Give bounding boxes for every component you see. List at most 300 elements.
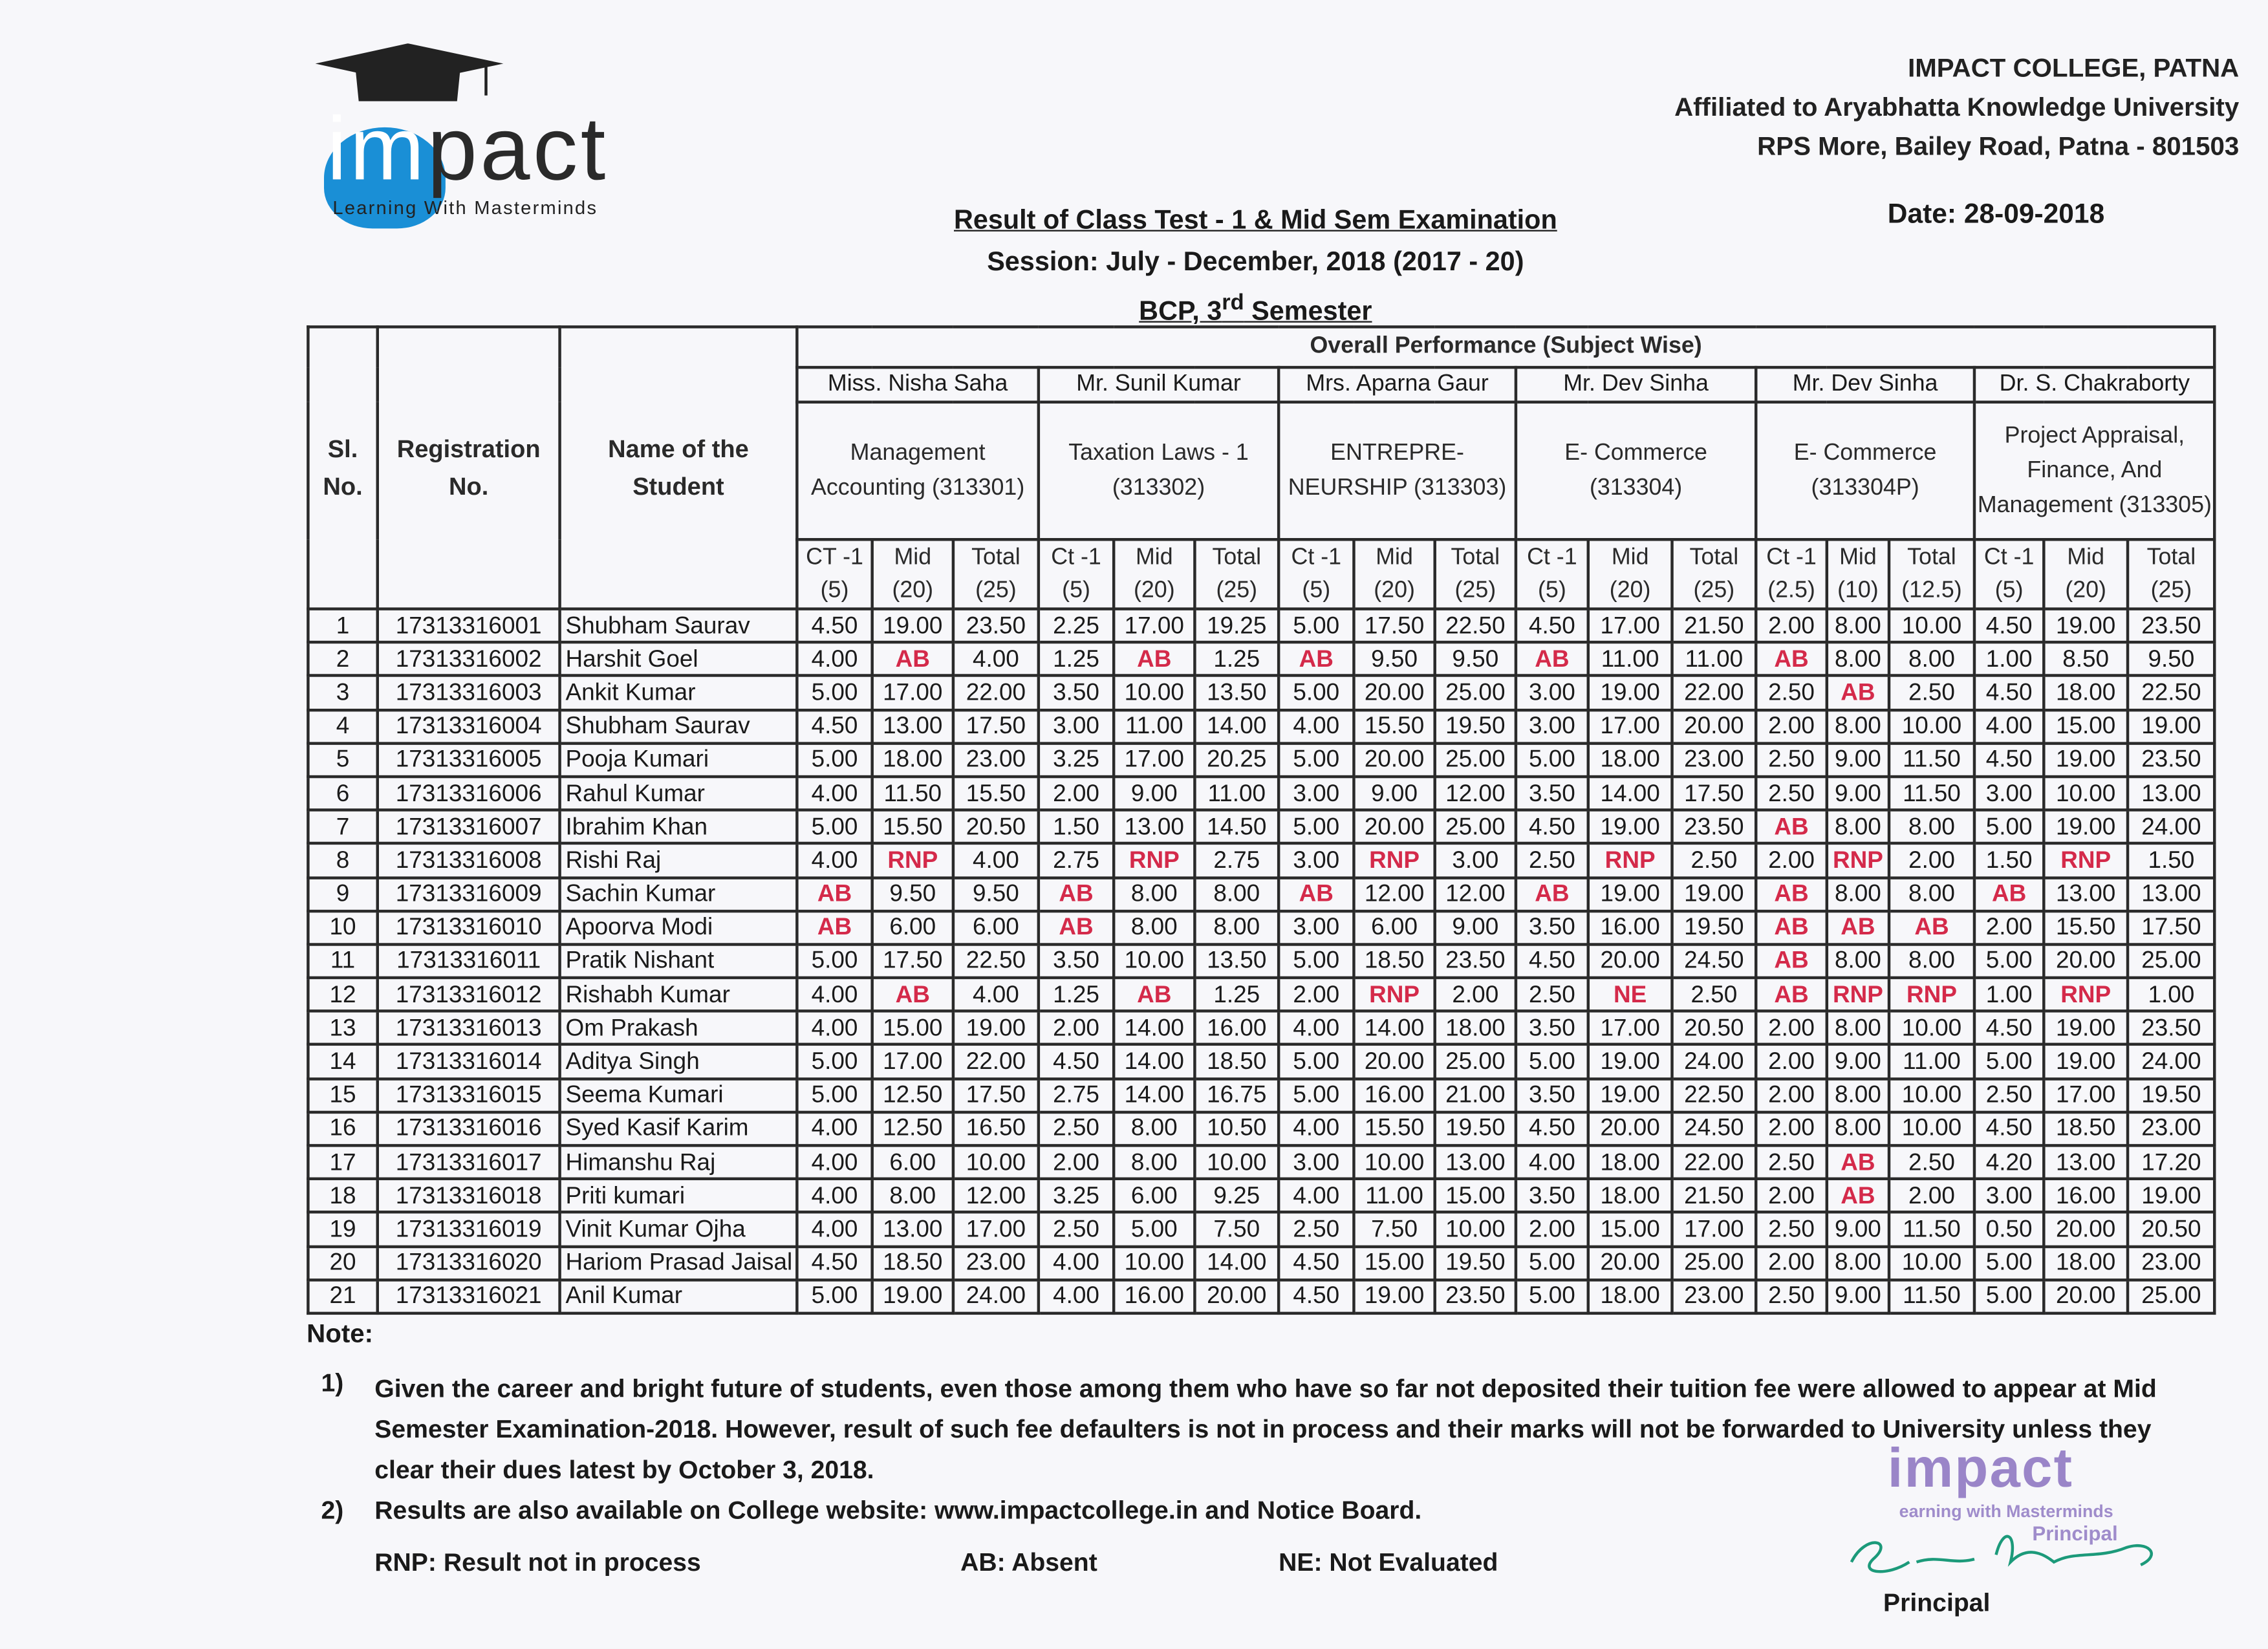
mark-cell: 3.00	[1279, 911, 1354, 944]
sl-number: 11	[308, 944, 377, 978]
registration-number: 17313316017	[378, 1145, 560, 1179]
mark-cell: 23.50	[2128, 609, 2215, 643]
mark-cell: 4.50	[1516, 609, 1588, 643]
mark-cell: AB	[1756, 810, 1827, 844]
mark-cell: 19.50	[1435, 1112, 1516, 1146]
marks-column-header: Ct -1 (5)	[1516, 539, 1588, 609]
mark-cell: 10.00	[1889, 1079, 1974, 1112]
mark-cell: 8.00	[1114, 1145, 1194, 1179]
sl-number: 20	[308, 1246, 377, 1280]
mark-cell: 4.20	[1974, 1145, 2044, 1179]
mark-cell: 19.00	[2044, 810, 2128, 844]
sl-number: 13	[308, 1011, 377, 1045]
mark-cell: 6.00	[953, 911, 1039, 944]
mark-cell: 4.00	[797, 1212, 872, 1246]
mark-cell: 5.00	[797, 1280, 872, 1313]
sl-number: 16	[308, 1112, 377, 1146]
results-table	[307, 325, 2216, 1315]
mark-cell: 5.00	[1279, 944, 1354, 978]
college-affiliation: Affiliated to Aryabhatta Knowledge University	[1674, 92, 2240, 122]
registration-number: 17313316012	[378, 978, 560, 1011]
mark-cell: 20.00	[1354, 810, 1434, 844]
mark-cell: 3.00	[1279, 844, 1354, 878]
mark-cell: 23.50	[2128, 1011, 2215, 1045]
mark-cell: 17.00	[1672, 1212, 1756, 1246]
mark-cell: 17.50	[953, 1079, 1039, 1112]
mark-cell: 10.50	[1194, 1112, 1279, 1146]
table-row	[308, 1011, 2214, 1045]
sl-number: 19	[308, 1212, 377, 1246]
mark-cell: 19.00	[1588, 1079, 1672, 1112]
mark-cell: 3.00	[1516, 709, 1588, 743]
table-row	[308, 642, 2214, 676]
mark-cell: 2.50	[1756, 676, 1827, 709]
mark-cell: AB	[1279, 642, 1354, 676]
mark-cell: 21.00	[1435, 1079, 1516, 1112]
table-row	[308, 1212, 2214, 1246]
student-name: Rishi Raj	[560, 844, 797, 878]
table-row	[308, 1045, 2214, 1079]
marks-column-header: Mid (20)	[1114, 539, 1194, 609]
mark-cell: 19.25	[1194, 609, 1279, 643]
mark-cell: 10.00	[1889, 1011, 1974, 1045]
note-1-number: 1)	[321, 1368, 344, 1397]
marks-column-header: Ct -1 (5)	[1039, 539, 1114, 609]
mark-cell: 20.00	[2044, 1212, 2128, 1246]
mark-cell: 4.50	[1279, 1280, 1354, 1313]
mark-cell: 8.00	[1827, 944, 1889, 978]
mark-cell: 1.25	[1039, 978, 1114, 1011]
mark-cell: 18.50	[1194, 1045, 1279, 1079]
college-logo	[307, 43, 654, 224]
mark-cell: 15.00	[872, 1011, 953, 1045]
mark-cell: 22.00	[953, 676, 1039, 709]
mark-cell: 5.00	[1974, 1045, 2044, 1079]
mark-cell: 5.00	[797, 1079, 872, 1112]
mark-cell: 11.00	[1354, 1179, 1434, 1212]
mark-cell: 8.00	[1194, 877, 1279, 911]
mark-cell: 2.50	[1756, 1145, 1827, 1179]
mark-cell: 18.50	[2044, 1112, 2128, 1146]
mark-cell: 3.50	[1516, 1179, 1588, 1212]
legend-ne: NE: Not Evaluated	[1279, 1547, 1498, 1577]
mark-cell: 18.00	[2044, 676, 2128, 709]
mark-cell: 8.00	[1827, 642, 1889, 676]
table-row	[308, 1280, 2214, 1313]
table-row	[308, 1179, 2214, 1212]
mark-cell: 2.00	[1889, 844, 1974, 878]
mark-cell: 10.00	[1194, 1145, 1279, 1179]
student-name: Rishabh Kumar	[560, 978, 797, 1011]
mark-cell: 0.50	[1974, 1212, 2044, 1246]
sl-number: 17	[308, 1145, 377, 1179]
mark-cell: 25.00	[1435, 743, 1516, 777]
mark-cell: 17.00	[1114, 609, 1194, 643]
mark-cell: 22.50	[1435, 609, 1516, 643]
mark-cell: 10.00	[1889, 709, 1974, 743]
mark-cell: AB	[1516, 642, 1588, 676]
mark-cell: 23.50	[1435, 1280, 1516, 1313]
mark-cell: 6.00	[1354, 911, 1434, 944]
student-name: Seema Kumari	[560, 1079, 797, 1112]
mark-cell: 8.00	[1194, 911, 1279, 944]
mark-cell: 8.00	[1827, 709, 1889, 743]
registration-number: 17313316009	[378, 877, 560, 911]
registration-number: 17313316020	[378, 1246, 560, 1280]
mark-cell: 13.00	[2128, 877, 2215, 911]
mark-cell: 17.50	[872, 944, 953, 978]
student-name: Sachin Kumar	[560, 877, 797, 911]
mark-cell: 2.50	[1974, 1079, 2044, 1112]
mark-cell: 1.00	[2128, 978, 2215, 1011]
mark-cell: 6.00	[1114, 1179, 1194, 1212]
mark-cell: 4.00	[797, 1112, 872, 1146]
mark-cell: 11.50	[1889, 1280, 1974, 1313]
student-name: Shubham Saurav	[560, 609, 797, 643]
mark-cell: 4.00	[797, 844, 872, 878]
sl-number: 12	[308, 978, 377, 1011]
mark-cell: 6.00	[872, 911, 953, 944]
mark-cell: AB	[872, 642, 953, 676]
student-name: Syed Kasif Karim	[560, 1112, 797, 1146]
registration-number: 17313316003	[378, 676, 560, 709]
mark-cell: 13.50	[1194, 944, 1279, 978]
registration-header: Registration No.	[378, 327, 560, 609]
table-row	[308, 944, 2214, 978]
mark-cell: 12.50	[872, 1079, 953, 1112]
subject-name: Taxation Laws - 1 (313302)	[1039, 402, 1279, 539]
registration-number: 17313316015	[378, 1079, 560, 1112]
mark-cell: 10.00	[1889, 1246, 1974, 1280]
sl-header: Sl. No.	[308, 327, 377, 609]
table-row	[308, 877, 2214, 911]
mark-cell: 4.00	[1516, 1145, 1588, 1179]
marks-column-header: Total (25)	[1672, 539, 1756, 609]
mark-cell: 4.00	[1279, 1011, 1354, 1045]
mark-cell: 17.00	[953, 1212, 1039, 1246]
mark-cell: AB	[1279, 877, 1354, 911]
marks-column-header: Mid (10)	[1827, 539, 1889, 609]
mark-cell: 15.50	[1354, 709, 1434, 743]
mark-cell: 11.50	[1889, 743, 1974, 777]
mark-cell: 24.00	[953, 1280, 1039, 1313]
mark-cell: 1.50	[1974, 844, 2044, 878]
subject-name: Project Appraisal, Finance, And Management (313305)	[1974, 402, 2215, 539]
mark-cell: 8.00	[1889, 944, 1974, 978]
table-row	[308, 709, 2214, 743]
mark-cell: 4.00	[1039, 1246, 1114, 1280]
mark-cell: AB	[1827, 1145, 1889, 1179]
marks-column-header: Mid (20)	[1588, 539, 1672, 609]
registration-number: 17313316006	[378, 777, 560, 810]
mark-cell: 5.00	[1279, 1079, 1354, 1112]
marks-column-header: Mid (20)	[872, 539, 953, 609]
mark-cell: 5.00	[1114, 1212, 1194, 1246]
mark-cell: 2.00	[1039, 1145, 1114, 1179]
mark-cell: 4.00	[953, 978, 1039, 1011]
sl-number: 1	[308, 609, 377, 643]
sl-number: 9	[308, 877, 377, 911]
mark-cell: 16.00	[1588, 911, 1672, 944]
mark-cell: 8.00	[1889, 642, 1974, 676]
mark-cell: 2.75	[1194, 844, 1279, 878]
mark-cell: 23.00	[2128, 1246, 2215, 1280]
mark-cell: AB	[1827, 1179, 1889, 1212]
mark-cell: 19.00	[2128, 709, 2215, 743]
mark-cell: 3.00	[1974, 1179, 2044, 1212]
mark-cell: 3.00	[1279, 1145, 1354, 1179]
mark-cell: 4.00	[1039, 1280, 1114, 1313]
mark-cell: 5.00	[797, 676, 872, 709]
mark-cell: 18.00	[1588, 1280, 1672, 1313]
mark-cell: 25.00	[1435, 810, 1516, 844]
marks-column-header: Total (25)	[2128, 539, 2215, 609]
registration-number: 17313316010	[378, 911, 560, 944]
mark-cell: 8.00	[1114, 911, 1194, 944]
mark-cell: 3.25	[1039, 1179, 1114, 1212]
mark-cell: 4.00	[797, 1011, 872, 1045]
table-row	[308, 743, 2214, 777]
mark-cell: 2.50	[1756, 1212, 1827, 1246]
mark-cell: 18.00	[1588, 1145, 1672, 1179]
mark-cell: 19.00	[2044, 743, 2128, 777]
mark-cell: 4.50	[1516, 944, 1588, 978]
mark-cell: 9.00	[1827, 777, 1889, 810]
mark-cell: 19.50	[2128, 1079, 2215, 1112]
mark-cell: RNP	[1588, 844, 1672, 878]
mark-cell: 15.00	[1354, 1246, 1434, 1280]
marks-column-header: Mid (20)	[1354, 539, 1434, 609]
mark-cell: 4.50	[1516, 810, 1588, 844]
mark-cell: 20.00	[2044, 1280, 2128, 1313]
mark-cell: 2.50	[1672, 978, 1756, 1011]
mark-cell: 8.00	[872, 1179, 953, 1212]
mark-cell: 17.00	[872, 1045, 953, 1079]
marks-column-header: Ct -1 (2.5)	[1756, 539, 1827, 609]
teacher-name: Mr. Dev Sinha	[1756, 367, 1974, 402]
mark-cell: 3.25	[1039, 743, 1114, 777]
student-name: Anil Kumar	[560, 1280, 797, 1313]
mark-cell: 11.50	[1889, 1212, 1974, 1246]
table-row	[308, 1112, 2214, 1146]
registration-number: 17313316008	[378, 844, 560, 878]
registration-number: 17313316004	[378, 709, 560, 743]
mark-cell: 3.50	[1516, 911, 1588, 944]
mark-cell: 13.00	[2128, 777, 2215, 810]
mark-cell: 20.00	[1672, 709, 1756, 743]
sl-number: 6	[308, 777, 377, 810]
mark-cell: 5.00	[1974, 1246, 2044, 1280]
mark-cell: RNP	[1889, 978, 1974, 1011]
mark-cell: 4.50	[1974, 1011, 2044, 1045]
mark-cell: 19.00	[2128, 1179, 2215, 1212]
table-row	[308, 609, 2214, 643]
table-row	[308, 844, 2214, 878]
mark-cell: 2.25	[1039, 609, 1114, 643]
mark-cell: 21.50	[1672, 609, 1756, 643]
header-row-overall	[308, 327, 2214, 367]
student-name: Ankit Kumar	[560, 676, 797, 709]
student-name: Om Prakash	[560, 1011, 797, 1045]
mark-cell: 20.00	[1354, 676, 1434, 709]
mark-cell: 4.00	[797, 978, 872, 1011]
mark-cell: 10.00	[1114, 676, 1194, 709]
registration-number: 17313316021	[378, 1280, 560, 1313]
mark-cell: 8.00	[1889, 877, 1974, 911]
mark-cell: 2.50	[1756, 1280, 1827, 1313]
mark-cell: 25.00	[2128, 1280, 2215, 1313]
mark-cell: 15.00	[1435, 1179, 1516, 1212]
mark-cell: 2.50	[1279, 1212, 1354, 1246]
mark-cell: 20.00	[2044, 944, 2128, 978]
mark-cell: 19.50	[1435, 1246, 1516, 1280]
teacher-name: Dr. S. Chakraborty	[1974, 367, 2215, 402]
mark-cell: 9.00	[1827, 1045, 1889, 1079]
mark-cell: 15.50	[1354, 1112, 1434, 1146]
mark-cell: 11.00	[1114, 709, 1194, 743]
mark-cell: 22.00	[1672, 1145, 1756, 1179]
logo-tagline: Learning With Masterminds	[332, 197, 598, 219]
mark-cell: 23.50	[953, 609, 1039, 643]
mark-cell: 17.20	[2128, 1145, 2215, 1179]
mark-cell: 2.50	[1889, 1145, 1974, 1179]
mark-cell: 3.50	[1516, 1011, 1588, 1045]
student-name: Pooja Kumari	[560, 743, 797, 777]
mark-cell: 14.00	[1354, 1011, 1434, 1045]
mark-cell: 12.00	[1435, 877, 1516, 911]
mark-cell: 20.25	[1194, 743, 1279, 777]
mark-cell: 9.50	[1435, 642, 1516, 676]
mark-cell: 2.00	[1889, 1179, 1974, 1212]
mark-cell: 14.00	[1588, 777, 1672, 810]
mark-cell: 14.00	[1194, 1246, 1279, 1280]
mark-cell: 24.50	[1672, 944, 1756, 978]
mark-cell: 18.00	[872, 743, 953, 777]
mark-cell: 15.50	[2044, 911, 2128, 944]
mark-cell: AB	[797, 877, 872, 911]
mark-cell: 5.00	[797, 944, 872, 978]
mark-cell: 2.50	[1756, 777, 1827, 810]
mark-cell: 19.00	[1588, 676, 1672, 709]
mark-cell: 19.00	[1588, 877, 1672, 911]
mark-cell: 3.00	[1516, 676, 1588, 709]
mark-cell: 4.50	[1974, 676, 2044, 709]
mark-cell: AB	[1889, 911, 1974, 944]
mark-cell: 4.50	[1974, 1112, 2044, 1146]
mark-cell: 19.00	[1672, 877, 1756, 911]
registration-number: 17313316002	[378, 642, 560, 676]
mark-cell: 10.00	[1114, 944, 1194, 978]
table-row	[308, 676, 2214, 709]
mark-cell: 24.50	[1672, 1112, 1756, 1146]
principal-label: Principal	[1883, 1588, 1991, 1617]
student-name-header: Name of the Student	[560, 327, 797, 609]
mark-cell: 18.50	[872, 1246, 953, 1280]
mark-cell: AB	[1114, 978, 1194, 1011]
mark-cell: 19.00	[2044, 1045, 2128, 1079]
mark-cell: 24.00	[1672, 1045, 1756, 1079]
mark-cell: 1.25	[1194, 642, 1279, 676]
mark-cell: 10.00	[953, 1145, 1039, 1179]
mark-cell: 3.00	[1039, 709, 1114, 743]
mark-cell: 2.00	[1756, 1246, 1827, 1280]
mark-cell: 5.00	[1279, 810, 1354, 844]
mark-cell: 2.50	[1516, 844, 1588, 878]
mark-cell: 1.00	[1974, 642, 2044, 676]
mark-cell: 17.00	[1588, 1011, 1672, 1045]
student-name: Apoorva Modi	[560, 911, 797, 944]
mark-cell: 15.00	[2044, 709, 2128, 743]
marks-column-header: Total (25)	[1194, 539, 1279, 609]
mark-cell: NE	[1588, 978, 1672, 1011]
sl-number: 3	[308, 676, 377, 709]
session: Session: July - December, 2018 (2017 - 20)	[987, 246, 1524, 277]
mark-cell: 11.00	[1588, 642, 1672, 676]
mark-cell: 8.00	[1114, 877, 1194, 911]
stamp-word: impact	[1887, 1439, 2074, 1500]
subject-name: E- Commerce (313304P)	[1756, 402, 1974, 539]
mark-cell: 14.00	[1194, 709, 1279, 743]
mark-cell: 9.25	[1194, 1179, 1279, 1212]
mark-cell: 13.00	[872, 1212, 953, 1246]
mark-cell: AB	[872, 978, 953, 1011]
teacher-name: Mr. Dev Sinha	[1516, 367, 1756, 402]
mark-cell: 17.50	[1672, 777, 1756, 810]
mark-cell: 4.50	[1974, 609, 2044, 643]
mark-cell: 10.00	[1354, 1145, 1434, 1179]
sl-number: 18	[308, 1179, 377, 1212]
mark-cell: 18.00	[1588, 743, 1672, 777]
mark-cell: 9.50	[872, 877, 953, 911]
mark-cell: 3.50	[1039, 676, 1114, 709]
mark-cell: 20.00	[1588, 1112, 1672, 1146]
registration-number: 17313316013	[378, 1011, 560, 1045]
mark-cell: 4.00	[1279, 709, 1354, 743]
mark-cell: 13.50	[1194, 676, 1279, 709]
mark-cell: 12.00	[1435, 777, 1516, 810]
mark-cell: 8.00	[1827, 1246, 1889, 1280]
mark-cell: 9.50	[2128, 642, 2215, 676]
mark-cell: 3.50	[1039, 944, 1114, 978]
mark-cell: 3.00	[1974, 777, 2044, 810]
college-info	[1674, 49, 2239, 166]
mark-cell: AB	[797, 911, 872, 944]
student-name: Himanshu Raj	[560, 1145, 797, 1179]
mark-cell: 8.00	[1827, 877, 1889, 911]
mark-cell: 2.00	[1756, 1079, 1827, 1112]
mark-cell: 5.00	[1279, 609, 1354, 643]
mark-cell: 23.50	[1435, 944, 1516, 978]
mark-cell: 5.00	[1279, 1045, 1354, 1079]
mark-cell: AB	[1756, 944, 1827, 978]
legend-rnp: RNP: Result not in process	[374, 1547, 701, 1577]
mark-cell: 2.00	[1039, 777, 1114, 810]
mark-cell: 7.50	[1354, 1212, 1434, 1246]
mark-cell: 17.00	[1588, 709, 1672, 743]
student-name: Harshit Goel	[560, 642, 797, 676]
note-1-text: Given the career and bright future of students, even those among them who have so far not deposited their tuition fee were allowed to appear at Mid Semester Examination-2018. However, result of such fee defaulters is not in process and their marks will not be forwarded to University unless they clear their dues latest by October 3, 2018.	[374, 1374, 2157, 1484]
mark-cell: 18.00	[1435, 1011, 1516, 1045]
sl-number: 8	[308, 844, 377, 878]
mark-cell: 9.00	[1827, 743, 1889, 777]
mark-cell: 7.50	[1194, 1212, 1279, 1246]
mark-cell: AB	[1516, 877, 1588, 911]
mark-cell: 9.00	[1827, 1212, 1889, 1246]
mark-cell: 2.00	[1435, 978, 1516, 1011]
mark-cell: 25.00	[1672, 1246, 1756, 1280]
mark-cell: 14.00	[1114, 1079, 1194, 1112]
mark-cell: 22.00	[953, 1045, 1039, 1079]
